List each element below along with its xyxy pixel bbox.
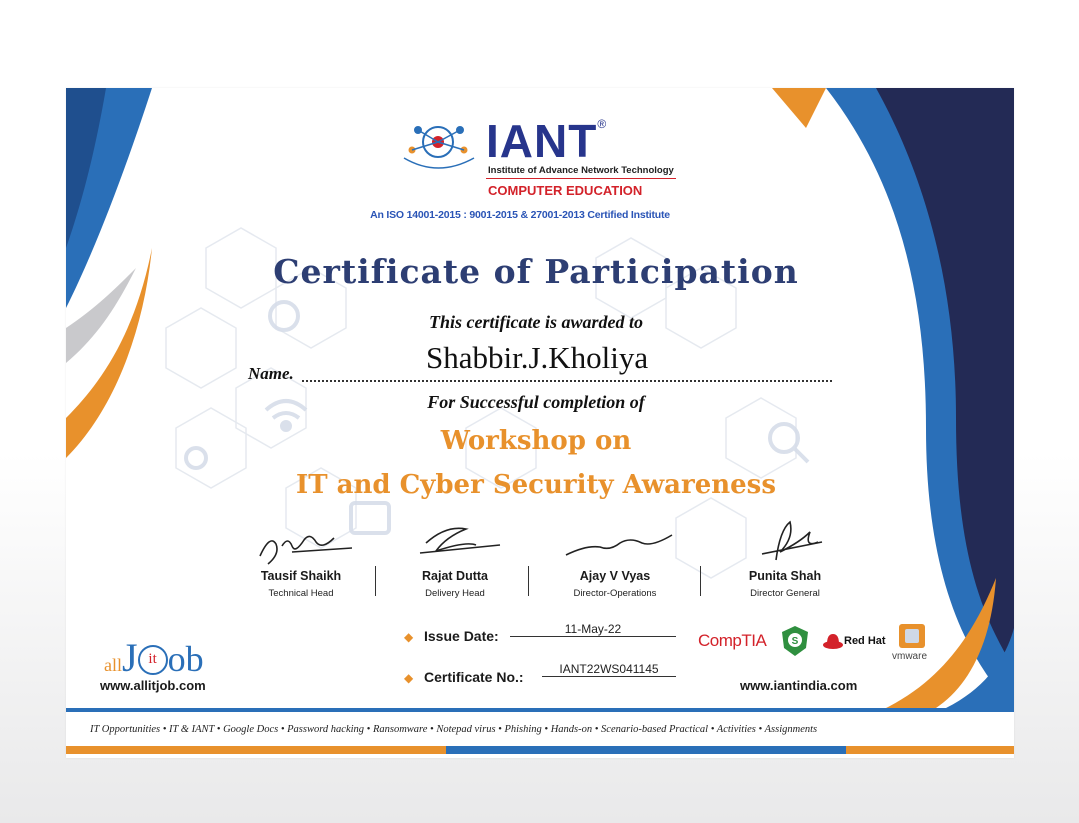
shield-logo-icon xyxy=(780,624,810,658)
signatory-name: Rajat Dutta xyxy=(422,569,488,583)
allitjob-it-badge: it xyxy=(138,645,168,675)
signatory-name: Ajay V Vyas xyxy=(579,569,651,583)
diamond-bullet-icon: ◆ xyxy=(404,630,414,644)
vmware-logo: vmware xyxy=(892,651,928,662)
signature-ajay xyxy=(562,533,682,563)
vmware-icon xyxy=(896,622,930,652)
workshop-line-1: Workshop on xyxy=(440,426,632,456)
signatory-role: Director-Operations xyxy=(573,588,657,599)
awarded-to-text: This certificate is awarded to xyxy=(429,312,643,332)
certificate-title: Certificate of Participation xyxy=(273,252,799,291)
footer-topics: IT Opportunities • IT & IANT • Google Docs • Password hacking • Ransomware • Notepad virus • Phishing • Hands-on • Scenario-based Practical • Activities • Assignments xyxy=(90,724,818,735)
footer-top-rule xyxy=(66,708,1014,712)
allitjob-logo: allJ it ob xyxy=(104,635,204,680)
iantindia-url[interactable]: www.iantindia.com xyxy=(740,678,858,693)
iso-certification-text: An ISO 14001-2015 : 9001-2015 & 27001-2013 Certified Institute xyxy=(370,209,670,221)
signature-divider xyxy=(528,566,529,596)
issue-date-label: Issue Date: xyxy=(424,628,499,644)
signatory-role: Technical Head xyxy=(268,588,334,599)
name-label: Name. xyxy=(248,364,294,383)
issue-date-value: 11-May-22 xyxy=(510,622,676,637)
certificate xyxy=(66,88,1014,758)
name-dotted-line xyxy=(302,380,832,382)
allitjob-url[interactable]: www.allitjob.com xyxy=(100,678,206,693)
certificate-no-label: Certificate No.: xyxy=(424,669,524,685)
signature-tausif xyxy=(252,528,352,568)
comptia-logo: CompTIA xyxy=(698,631,767,650)
signatory-role: Director General xyxy=(750,588,820,599)
right-orange-accent xyxy=(772,88,826,128)
iant-network-icon xyxy=(400,118,478,174)
logo-divider xyxy=(486,178,676,179)
certificate-no-value: IANT22WS041145 xyxy=(542,662,676,677)
diamond-bullet-icon: ◆ xyxy=(404,671,414,685)
iant-logo-title: IANT® xyxy=(486,115,608,167)
signatory-name: Tausif Shaikh xyxy=(260,569,342,583)
iant-logo-subtitle: Institute of Advance Network Technology xyxy=(488,165,674,176)
workshop-title: IT and Cyber Security Awareness xyxy=(296,470,776,500)
redhat-logo: Red Hat xyxy=(844,635,886,647)
iant-logo-tagline: COMPUTER EDUCATION xyxy=(488,183,643,198)
signature-rajat xyxy=(416,523,506,563)
redhat-icon xyxy=(822,632,844,650)
signatory-role: Delivery Head xyxy=(425,588,485,599)
signature-punita xyxy=(756,516,826,564)
signatory-name: Punita Shah xyxy=(748,569,822,583)
svg-text:S: S xyxy=(791,636,799,647)
completion-text: For Successful completion of xyxy=(427,392,645,412)
recipient-name: Shabbir.J.Kholiya xyxy=(426,340,649,375)
